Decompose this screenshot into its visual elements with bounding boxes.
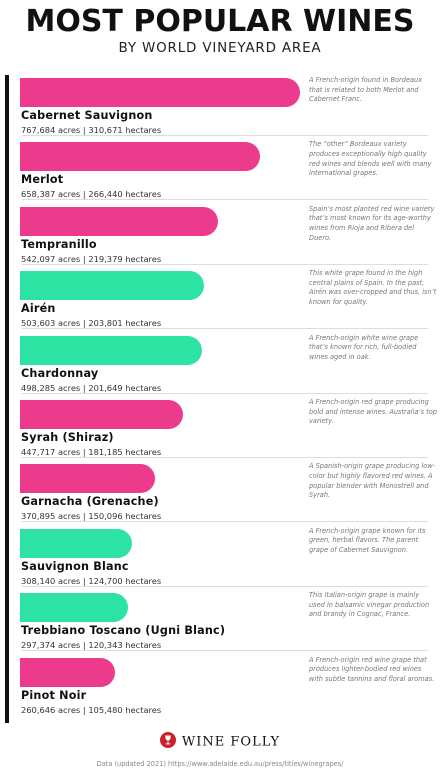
grape-name: Merlot bbox=[21, 173, 64, 187]
vineyard-area-label: 370,895 acres | 150,096 hectares bbox=[21, 511, 162, 522]
chart-row bbox=[0, 587, 440, 651]
bar-white bbox=[20, 593, 128, 622]
bar-red bbox=[20, 658, 115, 687]
vineyard-area-label: 498,285 acres | 201,649 hectares bbox=[21, 382, 162, 393]
chart-row bbox=[0, 458, 440, 522]
vineyard-area-label: 297,374 acres | 120,343 hectares bbox=[21, 640, 162, 651]
grape-name: Syrah (Shiraz) bbox=[21, 431, 114, 444]
bar-red bbox=[20, 207, 218, 236]
grape-description: Spain’s most planted red wine variety that’s most known for its age-worthy wines from Rioja and Ribera del Duero. bbox=[309, 204, 435, 242]
brand-name: WINE FOLLY bbox=[181, 734, 281, 750]
bar-red bbox=[20, 78, 300, 107]
grape-name: Cabernet Sauvignon bbox=[21, 109, 153, 122]
grape-description: This white grape found in the high central plains of Spain. In the past, Airén was over-cropped and thus, isn’t known for quality. bbox=[309, 269, 437, 306]
page-title: MOST POPULAR WINES bbox=[25, 4, 415, 39]
bar-red bbox=[20, 400, 183, 429]
page-subtitle: BY WORLD VINEYARD AREA bbox=[118, 40, 322, 56]
grape-description: This Italian-origin grape is mainly used in balsamic vinegar production and brandy in Cognac, France. bbox=[309, 591, 430, 619]
chart-row bbox=[0, 201, 440, 265]
bar-white bbox=[20, 529, 132, 558]
grape-name: Tempranillo bbox=[21, 237, 97, 251]
grape-description: A French-origin found in Bordeaux that is related to both Merlot and Cabernet Franc. bbox=[309, 76, 423, 104]
grape-name: Airén bbox=[21, 302, 56, 316]
grape-description: A French-origin grape known for its green, herbal flavors. The parent grape of Cabernet Sauvignon. bbox=[309, 526, 426, 554]
chart-row bbox=[0, 136, 440, 200]
bar-white bbox=[20, 271, 204, 300]
chart-row bbox=[0, 652, 440, 716]
bar-white bbox=[20, 336, 202, 365]
grape-name: Trebbiano Toscano (Ugni Blanc) bbox=[21, 624, 226, 638]
vineyard-area-label: 767,684 acres | 310,671 hectares bbox=[21, 125, 162, 135]
chart-row bbox=[0, 72, 440, 136]
grape-name: Garnacha (Grenache) bbox=[21, 495, 159, 509]
grape-description: The “other” Bordeaux variety produces exceptionally high quality red wines and blends well with many international grapes. bbox=[309, 140, 432, 178]
grape-name: Pinot Noir bbox=[21, 688, 87, 702]
grape-description: A Spanish-origin grape producing low-color but highly flavored red wines. A popular blender with Monostrell and Syrah. bbox=[309, 462, 436, 500]
data-source-footnote: Data (updated 2021) https://www.adelaide.edu.au/press/titles/winegrapes/ bbox=[96, 760, 344, 768]
grape-description: A French-origin red wine grape that produces lighter-bodied red wines with subtle tannins and floral aromas. bbox=[309, 655, 435, 683]
chart-row bbox=[0, 265, 440, 329]
grape-name: Sauvignon Blanc bbox=[21, 559, 129, 573]
brand-logo bbox=[0, 732, 440, 752]
grape-description: A French-origin red grape producing bold and intense wines. Australia’s top variety. bbox=[309, 398, 437, 426]
chart-row bbox=[0, 394, 440, 458]
grape-description: A French-origin white wine grape that’s known for rich, full-bodied wines aged in oak. bbox=[309, 333, 419, 361]
bar-red bbox=[20, 464, 155, 493]
vineyard-area-label: 308,140 acres | 124,700 hectares bbox=[21, 575, 162, 586]
chart-row bbox=[0, 330, 440, 394]
vineyard-area-label: 542,097 acres | 219,379 hectares bbox=[21, 253, 162, 264]
bar-chart bbox=[0, 72, 440, 722]
bar-red bbox=[20, 142, 260, 171]
vineyard-area-label: 503,603 acres | 203,801 hectares bbox=[21, 318, 162, 329]
wine-glass-logo-icon bbox=[160, 732, 176, 752]
grape-name: Chardonnay bbox=[21, 366, 99, 380]
vineyard-area-label: 447,717 acres | 181,185 hectares bbox=[21, 447, 162, 457]
chart-row bbox=[0, 523, 440, 587]
vineyard-area-label: 658,387 acres | 266,440 hectares bbox=[21, 189, 162, 200]
vineyard-area-label: 260,646 acres | 105,480 hectares bbox=[21, 704, 162, 715]
